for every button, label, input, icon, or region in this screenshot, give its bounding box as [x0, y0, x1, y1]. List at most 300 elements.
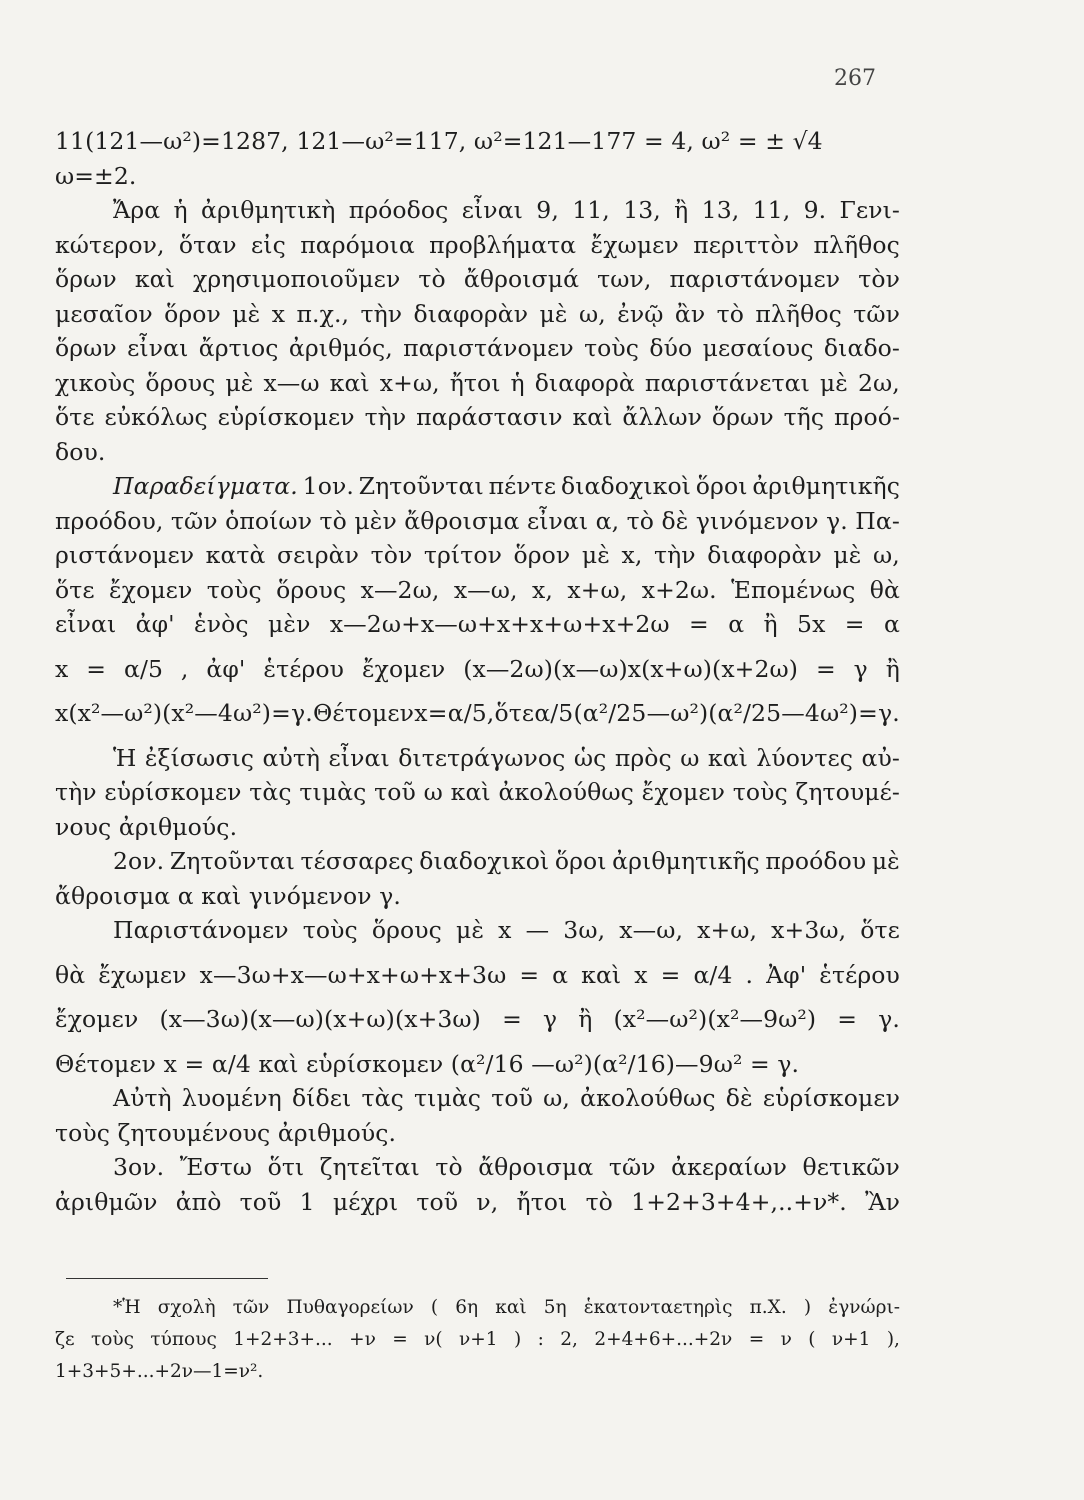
word: x—3ω+x—ω+x+ω+x+3ω [199, 960, 507, 989]
body-line [55, 913, 900, 948]
footnote-line: 1+3+5+...+2ν—1=ν². [55, 1361, 264, 1382]
word: ριστάνομεν [55, 541, 195, 569]
word: γ. [878, 1005, 900, 1033]
word: ἢ [578, 1005, 593, 1033]
word: *Ἡ [113, 1297, 141, 1318]
word: ω [680, 743, 700, 772]
word: = [858, 699, 878, 727]
word: τοῦ [416, 1187, 459, 1216]
body-line [55, 366, 900, 401]
word: 3ω, [563, 916, 606, 944]
word: ἢ [885, 654, 900, 683]
word: = [427, 699, 448, 727]
line-gap [55, 948, 900, 958]
word: x, [621, 541, 643, 569]
word: σειρὰν [277, 541, 360, 569]
word: ἐνῷ [617, 299, 664, 328]
word: = [660, 960, 681, 989]
word: 13, [701, 196, 740, 224]
word: τοὺς [302, 916, 358, 944]
word: ἀφ' [135, 610, 175, 638]
footnotes [55, 1292, 900, 1388]
line-gap [55, 731, 900, 741]
word: = [844, 610, 865, 638]
word: ὅτε [494, 699, 535, 727]
word: προβλήματα [429, 230, 577, 259]
body-line [55, 958, 900, 993]
line-gap [55, 642, 900, 652]
word: Αὐτὴ [113, 1084, 172, 1112]
word: 5η [543, 1297, 567, 1318]
word: ( [808, 1329, 816, 1350]
body-line: ἄθροισμα α καὶ γινόμενον γ. [55, 881, 401, 910]
footnote-divider [66, 1278, 268, 1279]
word: ἀριθμητικὴ [201, 196, 336, 224]
word: = [271, 699, 291, 727]
word: γ [542, 1005, 558, 1033]
word: 9. [803, 196, 827, 224]
word: τῆς [783, 403, 825, 431]
word: ὅτι [267, 1153, 305, 1181]
word: ὅροι [554, 847, 607, 875]
word: : [537, 1329, 544, 1350]
word: ὅρων [55, 334, 117, 362]
word: τὸν [858, 265, 900, 293]
word: πρόοδος [348, 196, 449, 224]
word: x+ω, [697, 916, 758, 944]
word: τῶν [608, 1153, 656, 1181]
word: ἢ [674, 196, 689, 224]
word: καὶ [450, 778, 491, 806]
word: α/5 [123, 654, 164, 683]
word: τὰς [249, 778, 292, 806]
word: ἡ [173, 196, 188, 224]
word: εἰς [250, 230, 286, 259]
word: διαφορὰν [413, 299, 529, 328]
word: τιμὰς [299, 778, 367, 806]
word: εὐκόλως [104, 403, 208, 431]
word: x—ω, [619, 916, 684, 944]
body-line [55, 741, 900, 776]
word: τῶν [170, 506, 218, 535]
body-line [55, 844, 900, 879]
footnote-line [55, 1292, 900, 1324]
body-line [55, 1150, 900, 1185]
word: τὴν [654, 541, 696, 569]
word: μὲ [455, 916, 485, 944]
word: μὲν [268, 610, 311, 638]
word: τῶν [853, 299, 900, 328]
word: ἔχομεν [109, 575, 193, 604]
word: Γενι- [839, 196, 900, 224]
word: 13, [623, 196, 661, 224]
word: ἄθροισμά [463, 265, 580, 293]
word: ἔχωμεν [590, 230, 679, 259]
word: τῶν [232, 1297, 270, 1318]
word: Πυθαγορείων [286, 1297, 414, 1318]
word: προό- [834, 403, 900, 431]
word: x [634, 960, 648, 989]
word: κώτερον, [55, 230, 165, 259]
word: καὶ [329, 368, 370, 397]
word: μὲν [354, 506, 397, 535]
word: 2, [560, 1329, 578, 1350]
word: = [748, 1329, 765, 1350]
word: γ [853, 654, 868, 683]
word: ν, [476, 1187, 499, 1216]
word: ν+1 [831, 1329, 871, 1350]
body-line: 11(121—ω²)=1287, 121—ω²=117, ω²=121—177 = 4, ω² = ± √4 [55, 127, 823, 155]
word: ), [886, 1329, 900, 1350]
word: ζητουμέ- [795, 778, 900, 806]
word: πρὸς [614, 743, 672, 772]
word: δὲ [725, 1084, 753, 1112]
word: παράστασιν [416, 403, 563, 431]
body-line [55, 573, 900, 608]
body-line: Θέτομεν x = α/4 καὶ εὑρίσκομεν (α²/16 —ω²)(α²/16)—9ω² = γ. [55, 1049, 800, 1078]
word: δίδει [291, 1084, 352, 1112]
word: — [525, 916, 550, 944]
word: θὰ [55, 960, 86, 989]
word: γ. [826, 506, 848, 535]
word: x+ω, [379, 368, 440, 397]
word: καὶ [581, 960, 622, 989]
word: πλῆθος [813, 230, 900, 259]
word: x—2ω, [360, 575, 440, 604]
word: παρόμοια [300, 230, 415, 259]
word: καὶ [707, 743, 748, 772]
word: ν [780, 1329, 792, 1350]
word: τοὺς [584, 334, 640, 362]
word: Πα- [855, 506, 900, 535]
word: 11, [752, 196, 791, 224]
word: τοῦ [491, 1084, 533, 1112]
word: 2+4+6+...+2ν [594, 1329, 733, 1350]
word: 3ον. [113, 1153, 165, 1181]
word: ἔχομεν [641, 778, 725, 806]
body-line [55, 469, 900, 504]
word: ω, [543, 1084, 570, 1112]
word: x+2ω. [641, 575, 717, 604]
word: εὑρίσκομεν [104, 778, 242, 806]
word: εὑρίσκομεν [217, 403, 355, 431]
word: x—ω [263, 368, 320, 397]
body-line [55, 504, 900, 539]
word: ( [430, 1297, 439, 1318]
word: (α²/25 [573, 699, 647, 727]
word: παριστάνομεν [669, 265, 841, 293]
line-gap [55, 1037, 900, 1047]
word: παριστάνομεν [403, 334, 574, 362]
body-line: τοὺς ζητουμένους ἀριθμούς. [55, 1118, 397, 1147]
word: τὴν [55, 778, 97, 806]
word: τὸ [716, 299, 745, 328]
word: θὰ [869, 575, 900, 604]
word: διαφορὰ [534, 368, 635, 397]
word: μὲ [819, 368, 848, 397]
word: ζε [55, 1329, 75, 1350]
word: (x²—ω²)(x²—9ω²) [613, 1005, 817, 1033]
word: ἀκολούθως [580, 1084, 716, 1112]
word: ἤτοι [516, 1187, 568, 1216]
word: α/5 [534, 699, 574, 727]
word: ἀπὸ [175, 1187, 222, 1216]
word: ὅρους [371, 916, 442, 944]
word: ἑτέρου [263, 654, 345, 683]
word: Ἂν [865, 1187, 900, 1216]
word: = [815, 654, 836, 683]
word: ὅτε [860, 916, 900, 944]
body-line [55, 331, 900, 366]
word: ) [803, 1297, 812, 1318]
word: αὐ- [861, 743, 900, 772]
word: περιττὸν [693, 230, 800, 259]
word: τὰς [361, 1084, 404, 1112]
word: ἄθροισμα [478, 1153, 594, 1181]
word: x [414, 699, 428, 727]
word: πέντε [488, 472, 557, 500]
word: εἶναι [328, 743, 390, 772]
line-gap [55, 686, 900, 696]
word: = [86, 654, 107, 683]
body-line [55, 1081, 900, 1116]
word: Θέτομεν [313, 699, 415, 727]
word: ὅρον [164, 299, 221, 328]
word: γ. [291, 699, 313, 727]
word: ν( [424, 1329, 443, 1350]
word: α [728, 610, 745, 638]
word: ὅρους [276, 575, 347, 604]
word: προόδου, [55, 506, 164, 535]
word: 2ον. [113, 847, 165, 875]
word: = [502, 1005, 522, 1033]
word: Ζητοῦνται [169, 847, 295, 875]
word: ὅρους [145, 368, 216, 397]
word: ὅταν [178, 230, 237, 259]
word: μεσαίους [702, 334, 814, 362]
word: τέσσαρες [300, 847, 414, 875]
word: 1+2+3+... [233, 1329, 333, 1350]
body-line [55, 652, 900, 687]
word: ω [423, 778, 443, 806]
word: 1 [299, 1187, 315, 1216]
word: ἐγνώρι- [828, 1297, 900, 1318]
word: —4ω²) [781, 699, 858, 727]
word: α [552, 960, 569, 989]
body-line [55, 193, 900, 228]
word: Παραδείγματα. [113, 472, 298, 500]
word: α/5, [447, 699, 495, 727]
word: ν+1 [459, 1329, 498, 1350]
word: +ν [349, 1329, 376, 1350]
word: διαφορὰν [707, 541, 822, 569]
word: μὲ [581, 541, 610, 569]
word: τιμὰς [414, 1084, 482, 1112]
word: x(x²—ω²)(x²—4ω²) [55, 699, 271, 727]
body-line [55, 696, 900, 731]
word: χικοὺς [55, 368, 136, 397]
body-line [55, 400, 900, 435]
body-line [55, 775, 900, 810]
word: 1ον. [302, 472, 354, 500]
word: Ἡ [113, 743, 137, 772]
word: ἔχωμεν [98, 960, 187, 989]
word: Ἔστω [179, 1153, 253, 1181]
word: μέχρι [332, 1187, 399, 1216]
footnote-line [55, 1324, 900, 1356]
body-line: ω=±2. [55, 161, 137, 190]
word: , [180, 654, 189, 683]
word: τοὺς [206, 575, 262, 604]
word: . [745, 960, 754, 989]
word: καὶ [495, 1297, 527, 1318]
word: Ζητοῦνται [358, 472, 484, 500]
word: εἶναι [55, 610, 117, 638]
word: = [689, 610, 709, 638]
word: 2ω, [857, 368, 900, 397]
word: ὁποίων [225, 506, 313, 535]
word: x [271, 299, 286, 328]
word: ἐξίσωσις [144, 743, 255, 772]
word: λύοντες [756, 743, 854, 772]
word: ἀριθμός, [288, 334, 393, 362]
word: Ἄρα [113, 196, 161, 224]
word: τὸ [626, 506, 655, 535]
word: ἀριθμητικῆς [612, 847, 760, 875]
word: καὶ [134, 265, 175, 293]
word: ὅροι [695, 472, 748, 500]
word: μὲ [232, 299, 261, 328]
body-line: δου. [55, 437, 106, 466]
word: γινόμενον [695, 506, 819, 535]
word: διαδοχικοὶ [560, 472, 692, 500]
word: τὸ [319, 506, 347, 535]
word: εὑρίσκομεν [762, 1084, 900, 1112]
word: π.Χ. [749, 1297, 787, 1318]
word: x—ω, [453, 575, 518, 604]
word: ἡ [510, 368, 525, 397]
word: ὅρον [513, 541, 571, 569]
word: ἔχομεν [55, 1005, 139, 1033]
word: μὲ [225, 368, 254, 397]
word: τοῦ [239, 1187, 282, 1216]
word: ἢ [763, 610, 778, 638]
word: x [498, 916, 512, 944]
word: ἄρτιος [198, 334, 279, 362]
word: Ἀφ' [766, 960, 807, 989]
word: των, [597, 265, 652, 293]
word: τοὺς [91, 1329, 135, 1350]
word: ὅτε [55, 575, 95, 604]
word: ἂν [674, 299, 706, 328]
page-number: 267 [834, 66, 876, 91]
word: —ω²)(α²/25 [646, 699, 782, 727]
word: κατὰ [205, 541, 266, 569]
body-line [55, 538, 900, 573]
word: τὴν [360, 299, 403, 328]
word: μεσαῖον [55, 299, 153, 328]
word: α/4 [693, 960, 733, 989]
word: 6η [455, 1297, 479, 1318]
word: τὸ [418, 265, 446, 293]
word: 1+2+3+4+,..+ν*. [631, 1187, 847, 1216]
word: x+ω, [567, 575, 628, 604]
word: Παριστάνομεν [113, 916, 289, 944]
word: α, [595, 506, 620, 535]
word: δὲ [661, 506, 689, 535]
word: μὲ [539, 299, 568, 328]
word: διαδοχικοὶ [419, 847, 550, 875]
line-gap [55, 992, 900, 1002]
word: μὲ [871, 847, 900, 875]
word: x [55, 654, 69, 683]
body-line [55, 297, 900, 332]
word: σχολὴ [157, 1297, 216, 1318]
word: ἄθροισμα [404, 506, 520, 535]
word: τοῦ [374, 778, 416, 806]
word: ἀριθμητικῆς [752, 472, 900, 500]
word: τύπους [150, 1329, 217, 1350]
body-line [55, 1185, 900, 1220]
word: x—2ω+x—ω+x+x+ω+x+2ω [329, 610, 670, 638]
body-line [55, 262, 900, 297]
word: τὸ [585, 1187, 613, 1216]
word: ἑνὸς [194, 610, 249, 638]
word: 5x [797, 610, 826, 638]
word: τὸν [370, 541, 413, 569]
word: ἑτέρου [819, 960, 900, 989]
word: ἀριθμῶν [55, 1187, 158, 1216]
word: διαδο- [823, 334, 900, 362]
word: ζητεῖται [319, 1153, 420, 1181]
word: πλῆθος [755, 299, 842, 328]
word: ω, [873, 541, 900, 569]
word: παριστάνεται [644, 368, 810, 397]
word: ὅρων [711, 403, 774, 431]
word: δύο [649, 334, 693, 362]
word: ὅτε [55, 403, 95, 431]
body-text [55, 124, 900, 1219]
body-line [55, 228, 900, 263]
word: ) [513, 1329, 522, 1350]
word: ἔχομεν [361, 654, 446, 683]
word: εἶναι [461, 196, 523, 224]
word: τὸ [435, 1153, 463, 1181]
word: 9, [536, 196, 559, 224]
word: α [883, 610, 900, 638]
word: (x—3ω)(x—ω)(x+ω)(x+3ω) [159, 1005, 481, 1033]
body-line [55, 1002, 900, 1037]
body-line [55, 607, 900, 642]
word: ἀκολούθως [498, 778, 634, 806]
word: τοὺς [732, 778, 788, 806]
word: τρίτον [423, 541, 502, 569]
word: = [519, 960, 540, 989]
word: x+3ω, [771, 916, 847, 944]
word: 11, [572, 196, 610, 224]
word: ἑκατονταετηρὶς [583, 1297, 733, 1318]
word: ἤτοι [449, 368, 501, 397]
word: ἀκεραίων [671, 1153, 788, 1181]
word: αὐτὴ [262, 743, 321, 772]
word: π.χ., [296, 299, 350, 328]
word: χρησιμοποιοῦμεν [193, 265, 401, 293]
word: λυομένη [181, 1084, 282, 1112]
word: προόδου [765, 847, 867, 875]
word: διτετράγωνος [398, 743, 566, 772]
word: εἶναι [127, 334, 189, 362]
word: τὴν [364, 403, 407, 431]
